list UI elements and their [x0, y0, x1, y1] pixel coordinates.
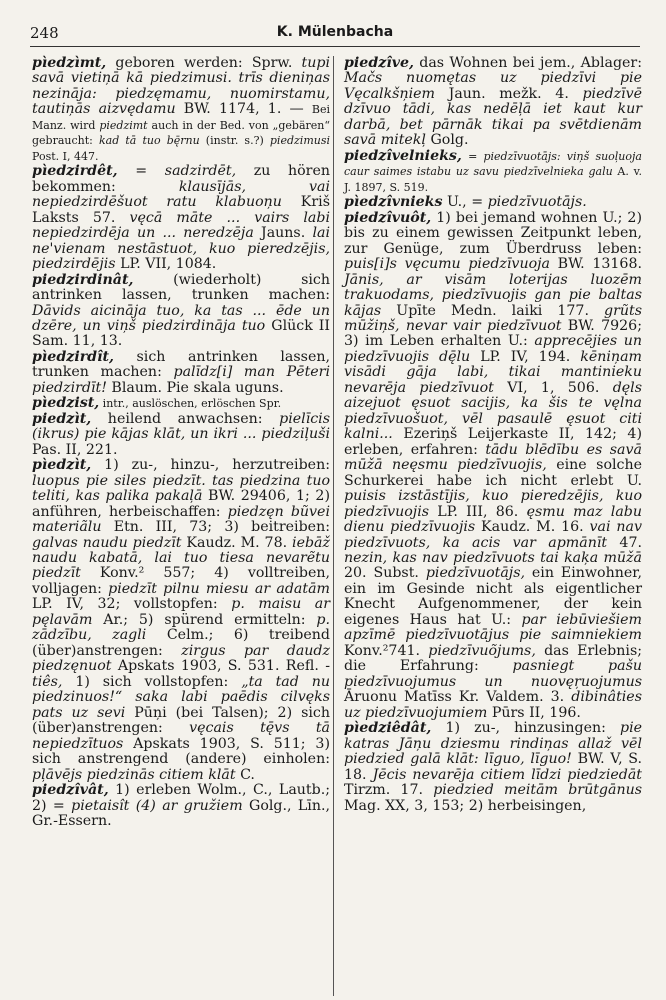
entry-text: 20. Subst.	[344, 565, 426, 582]
entry-text: galvas naudu piedzīt	[32, 534, 182, 551]
entry-text: Kaudz. M. 16.	[475, 519, 590, 536]
dictionary-entry	[32, 273, 330, 350]
entry-text: LP. VII, 1084.	[115, 256, 217, 273]
entry-text: LP. IV, 32; vollstopfen:	[32, 596, 232, 613]
entry-text: eine solche Schurkerei habe ich nicht erlebt U.	[344, 457, 642, 489]
entry-text: -tiês,	[32, 658, 330, 690]
entry-text: Dāvids aicināja tuo, ka tas ... ēde un dzēre, un viņš piedzirdināja tuo	[32, 302, 330, 334]
page-number: 248	[30, 24, 59, 42]
entry-text: (instr. s.?)	[199, 134, 270, 148]
entry-headword: piedzîve,	[344, 55, 414, 71]
entry-text: piedzīvuotājs: viņš suoļuoja caur saimes istabu uz savu piedzīvelnieka galu	[344, 149, 642, 179]
entry-text: pielīcis (ikrus) pie kājas klāt, un ikri ... piedziļuši	[32, 410, 330, 443]
entry-text: =	[117, 163, 165, 180]
entry-text: Ezeriņš Leijerkaste II, 142; 4) erleben, erfahren:	[344, 426, 642, 458]
entry-text: lai ne'vienam nestāstuot, kuo pieredzējis, piedzirdējis	[32, 225, 330, 273]
entry-text: Glück II Sam. 11, 13.	[32, 317, 330, 350]
entry-text: BW. 29406, 1; 2) anführen, herbeischaffen:	[32, 488, 330, 520]
entry-text: vęcais tę̄vs tā nepiedzītuos	[32, 720, 330, 752]
entry-text: Jauns.	[253, 225, 313, 242]
right-column	[344, 56, 642, 814]
entry-headword: piedzìt,	[32, 410, 92, 427]
entry-text: Kaudz. M. 78.	[181, 534, 293, 551]
entry-headword: piedzîvât,	[32, 782, 109, 799]
running-title: K. Mülenbacha	[276, 24, 394, 40]
entry-text: Celm.; 6) treibend (über)anstrengen:	[32, 627, 330, 659]
entry-headword: pìedzìmt,	[32, 55, 107, 71]
entry-text: tupi savā vietiņā kā piedzimusi. trīs dieniņas nezināja: piedzęmamu, nuomirstamu, tautiņās aizvędamu	[32, 55, 330, 118]
entry-text: Golg.	[425, 132, 469, 149]
entry-text: dibinâties uz piedzīvuojumiem	[344, 689, 642, 721]
entry-text: 1) sich vollstopfen:	[62, 673, 242, 690]
entry-text: kad tā tuo bę̄rnu	[98, 134, 200, 148]
dictionary-entry	[32, 350, 330, 396]
entry-text: piedzīt pilnu miesu ar adatām	[108, 580, 330, 597]
entry-text: Ar.; 5) spürend ermitteln:	[92, 611, 317, 628]
entry-text: Tirzm. 17.	[344, 782, 434, 799]
entry-headword: piedzîvelnieks,	[344, 147, 462, 164]
entry-text: klausījās, vai nepiedzirdēšuot ratu klabuoņu	[32, 178, 330, 211]
entry-text: sadzirdēt,	[164, 163, 237, 180]
dictionary-entry	[32, 783, 330, 829]
entry-text: luopus pie siles piedzīt. tas piedzina tuo teliti, kas palika pakaļā	[32, 472, 330, 505]
entry-text: BW. 7926; 3) im Leben erhalten U.:	[344, 317, 642, 350]
entry-text: p. maisu ar pęlavām	[32, 596, 330, 628]
entry-text: piedzīvē dzīvuo tādi, kas nedēļā iet kaut kur darbā, bet pārnāk tikai pa svētdienām savā mitekļ	[344, 85, 642, 149]
entry-headword: piedzirdinât,	[32, 271, 134, 288]
entry-text: grũts mūžiņš, nevar vair piedzīvuot	[344, 302, 642, 334]
entry-text: BW. V, S. 18.	[344, 751, 642, 783]
entry-headword: pìedzìt,	[32, 457, 92, 474]
entry-text: 1) erleben Wolm., C., Lautb.; 2) =	[32, 782, 330, 814]
entry-text: piedzimusi	[269, 134, 330, 148]
entry-text: tādu blēdību es savā mūžā neęsmu piedzīvuojis,	[344, 441, 642, 474]
dictionary-entry	[32, 164, 330, 272]
dictionary-entry	[344, 56, 642, 149]
entry-text: Konv.² 557; 4) volltreiben, volljagen:	[32, 565, 330, 597]
dictionary-entry	[344, 721, 642, 814]
entry-text: pie katras Jāņu dziesmu rindiņas allaž vēl piedzied galā klāt: līguo, līguo!	[344, 720, 642, 768]
entry-text: Pūrs II, 196.	[487, 704, 581, 721]
entry-text: vai nav piedzīvuots, ka acis var apmānīt	[344, 519, 643, 551]
entry-text: LP. III, 86.	[429, 503, 527, 520]
entry-text: Upīte Medn. laiki 177.	[381, 302, 605, 319]
entry-text: p. zādzību, zagli	[32, 611, 330, 644]
entry-text: Pūņi (bei Talsen); 2) sich (über)anstrengen:	[32, 704, 330, 737]
entry-text: kēniņam visādi gāja labi, tikai mantinieku nevarēja piedzīvuot	[344, 348, 642, 396]
entry-text: pļāvējs piedzinās citiem klāt	[32, 766, 236, 783]
entry-headword: pìedziêdât,	[344, 720, 432, 737]
entry-text: auch in der Bed. von „gebären“ gebraucht:	[32, 118, 330, 148]
entry-headword: piedzîvuôt,	[344, 209, 432, 226]
entry-text: piedzīvuotājs.	[487, 194, 587, 211]
entry-text: ein Einwohner, ein im Gesinde nicht als eigentlicher Knecht Aufgenommener, der kein eigenes Haus hat U.:	[344, 565, 642, 628]
entry-text: LP. IV, 194.	[470, 348, 581, 365]
entry-text: pietaisît (4) ar gružiem	[71, 797, 243, 814]
entry-text: dęls aizejuot ęsuot sacijis, ka šis te vęlna piedzīvuošuot, vēl pasaulē ęsuot citi kalni...	[344, 379, 642, 443]
entry-text: par iebūviešiem apzīmē piedzīvuotājus pie saimniekiem	[344, 611, 642, 644]
entry-text: iebāž naudu kabatā, lai tuo tiesa nevarẽtu piedzīt	[32, 534, 330, 582]
entry-text: Jaun. mežk. 4.	[435, 85, 583, 102]
entry-text: Mačs nuomętas uz piedzīvi pie Vęcalkšņiem	[344, 70, 642, 102]
entry-text: zu hören bekommen:	[32, 163, 330, 195]
entry-text: puis[i]s vęcumu piedzīvuoja	[344, 256, 550, 273]
entry-text: VI, 1, 506.	[493, 379, 613, 396]
entry-text: Golg., Līn., Gr.-Essern.	[32, 797, 330, 829]
entry-text: 47.	[607, 534, 642, 551]
entry-text: Pas. II, 221.	[32, 441, 118, 458]
entry-text: =	[461, 149, 484, 163]
entry-text: Mag. XX, 3, 153; 2) herbeisingen,	[344, 797, 587, 814]
page-header	[30, 22, 640, 47]
entry-text: U., =	[442, 194, 488, 211]
entry-text: nezin, kas nav piedzīvuots tai kaķa mūžā	[344, 550, 642, 566]
entry-text: A. v. J. 1897, S. 519.	[344, 165, 642, 194]
entry-text: das Wohnen bei jem., Ablager:	[413, 55, 642, 71]
entry-text: C.	[235, 766, 255, 783]
dictionary-entry	[32, 396, 330, 411]
entry-text: apprecējies un piedzīvuojis dę̄lu	[344, 333, 643, 365]
entry-text: pasniegt pašu piedzīvuojumus un nuovęŗuojumus	[344, 658, 642, 690]
dictionary-entry	[344, 211, 642, 721]
entry-text: piedzimt	[99, 118, 148, 132]
entry-text: das Erlebnis; die Erfahrung:	[344, 642, 643, 675]
entry-headword: pìedzîvnieks	[344, 194, 443, 211]
entry-text: ęsmu maz labu dienu piedzīvuojis	[344, 503, 642, 536]
entry-text: Etn. III, 73; 3) beitreiben:	[101, 519, 330, 536]
entry-text: 1) bei jemand wohnen U.; 2) bis zu einem gewissen Zeitpunkt leben, zur Genüge, zum Überdruss leben:	[344, 209, 642, 257]
entry-text: intr., auslöschen, erlöschen Spr.	[99, 397, 282, 411]
entry-text: Post. I, 447.	[32, 149, 99, 163]
dictionary-entry	[344, 149, 642, 195]
entry-text: Blaum. Pie skala uguns.	[106, 379, 284, 396]
entry-text: „ta tad nu piedzinuos!“ saka labi paēdis cilvęks pats uz sevi	[32, 673, 330, 721]
entry-text: piedzęn bũvei materiãlu	[32, 503, 330, 536]
entry-text: piedzīvuõjums,	[428, 642, 536, 659]
entry-text: Kriš Laksts 57.	[32, 194, 330, 226]
entry-text: geboren werden: Sprw.	[106, 55, 302, 71]
entry-text: BW. 13168.	[550, 256, 642, 273]
entry-text: Apskats 1903, S. 511; 3) sich anstrengend (andere) einholen:	[32, 735, 330, 768]
entry-text: vęcā māte ... vairs labi nepiedzirdēja un ... neredzēja	[32, 209, 330, 242]
left-column	[32, 56, 330, 829]
entry-text: Āruonu Matīss Kr. Valdem. 3.	[344, 689, 572, 706]
entry-headword: pìedzirdît,	[32, 348, 114, 365]
entry-text: Konv.²741.	[344, 642, 429, 659]
entry-text: puisis izstāstījis, kuo pieredzējis, kuo piedzīvuojis	[344, 488, 642, 520]
entry-text: Bei Manz. wird	[32, 103, 330, 132]
entry-headword: pìedzirdêt,	[32, 163, 118, 180]
entry-text: 1) zu-, hinzusingen:	[431, 720, 620, 737]
entry-text: Apskats 1903, S. 531. Refl.	[111, 658, 326, 675]
entry-text: heilend anwachsen:	[91, 410, 280, 427]
entry-text: (wiederholt) sich antrinken lassen, trunken machen:	[32, 271, 330, 304]
dictionary-entry	[344, 195, 642, 210]
entry-text: piedzīvuotājs,	[425, 565, 525, 582]
entry-text: zirgus par daudz piedzęnuot	[32, 642, 330, 675]
entry-text: Jēcis nevarēja citiem līdzi piedziedāt	[372, 766, 642, 783]
dictionary-entry	[32, 56, 330, 164]
column-divider	[333, 56, 334, 996]
entry-headword: pìedzist,	[32, 395, 100, 412]
entry-text: piedzied meitām brūtgānus	[433, 782, 642, 799]
entry-text: sich antrinken lassen, trunken machen:	[32, 348, 330, 381]
entry-text: BW. 1174, 1. —	[175, 101, 312, 118]
entry-text: 1) zu-, hinzu-, herzutreiben:	[91, 457, 330, 474]
entry-text: Jānis, ar visām loterijas luozēm trakuodams, piedzīvuojis gan pie baltas kājas	[344, 271, 642, 319]
dictionary-entry	[32, 412, 330, 458]
dictionary-entry	[32, 458, 330, 783]
entry-text: palīdz[i] man Pēteri piedzirdīt!	[32, 364, 330, 396]
